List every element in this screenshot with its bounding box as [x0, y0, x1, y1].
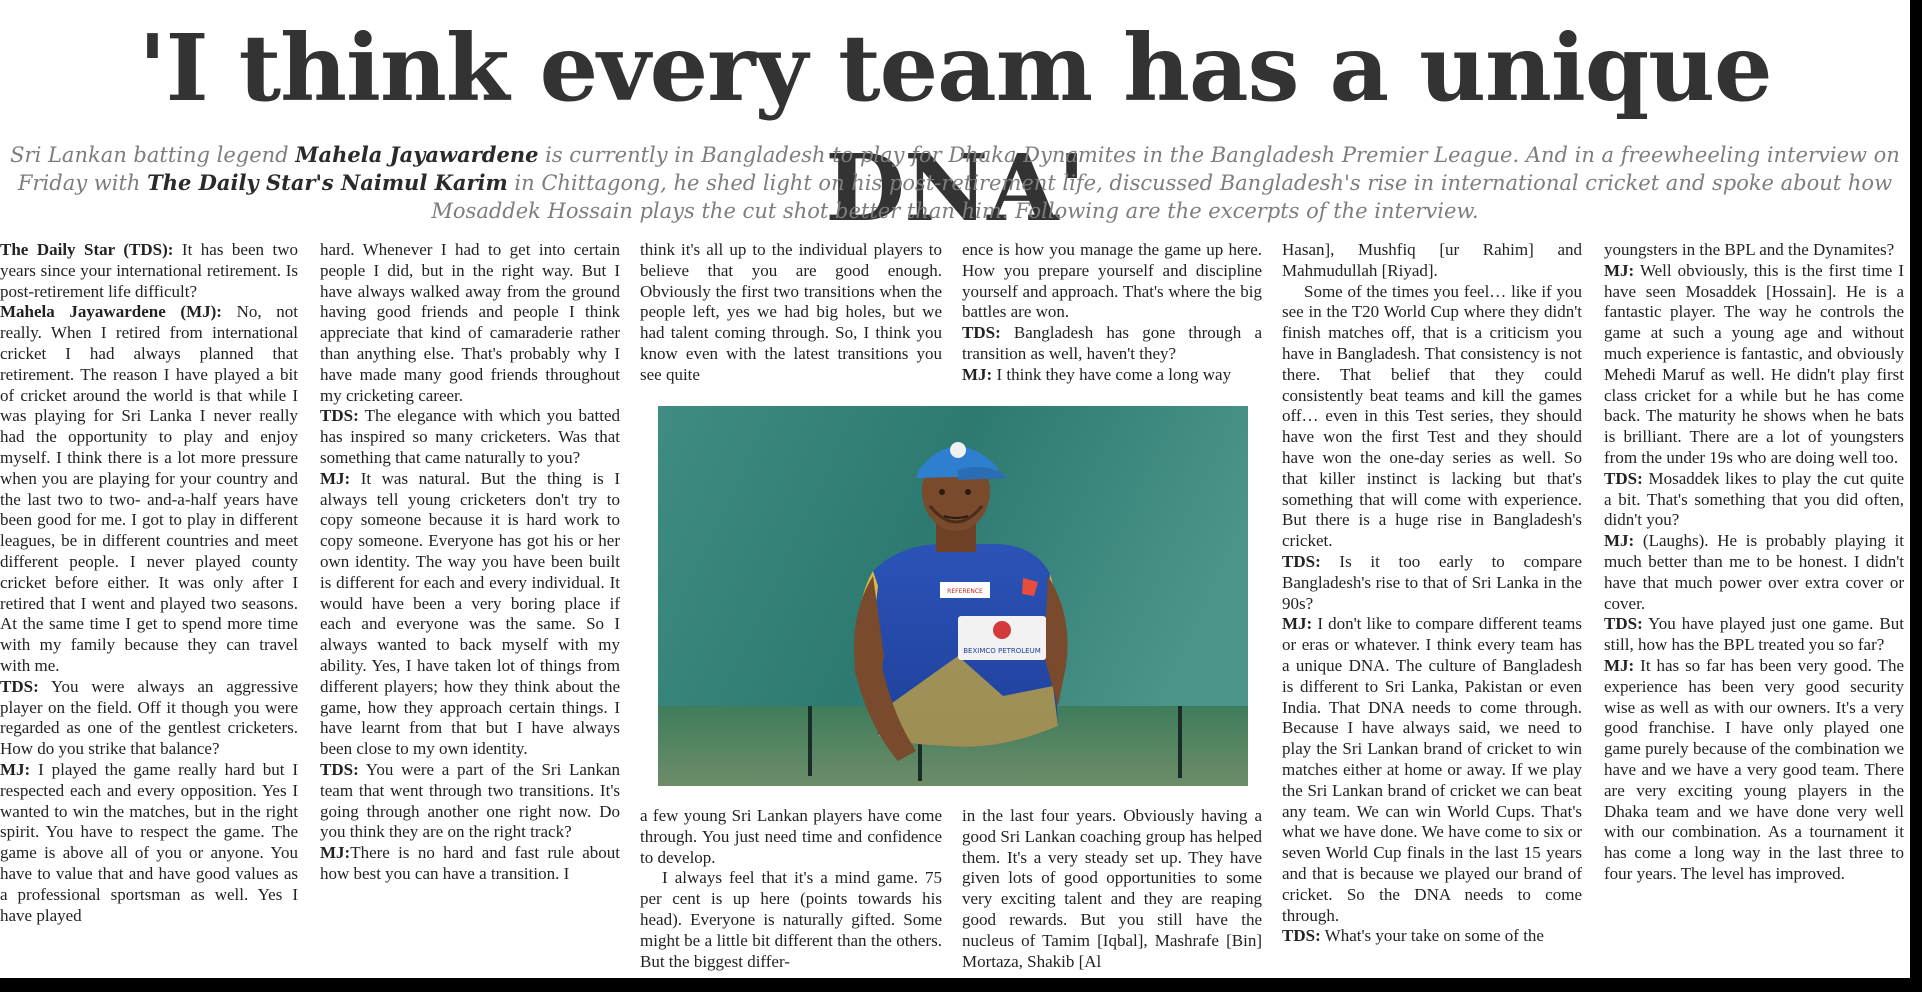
paragraph-text: Is it too early to compare Bangladesh's rise to that of Sri Lanka in the 90s? [1282, 551, 1582, 613]
speaker-tag: The Daily Star (TDS): [0, 240, 174, 259]
paragraph-text: What's your take on some of the [1320, 926, 1544, 946]
paragraph-text: Bangladesh has gone through a transition as well, haven't they? [962, 323, 1262, 363]
article-paragraph [962, 365, 1262, 386]
article-paragraph [1282, 926, 1582, 947]
paragraph-text: You were a part of the Sri Lankan team that went through two transitions. It's going through another one right now. Do you think they are on the right track? [320, 759, 620, 842]
headline: 'I think every team has a unique DNA' [138, 14, 1772, 242]
paragraph-text: I played the game really hard but I respected each and every opposition. Yes I wanted to win the matches, but in the right spirit. You have to respect the game. The game is above all of you or anyone. You have to value that and have good values as a professional sportsman as well. Yes I have played [0, 759, 298, 925]
column-6 [1604, 240, 1904, 885]
paragraph-text: Hasan], Mushfiq [ur Rahim] and Mahmudullah [Riyad]. [1282, 240, 1582, 280]
intro-name-1: Mahela Jayawardene [295, 142, 539, 167]
column-2 [320, 240, 620, 885]
column-5 [1282, 240, 1582, 947]
paragraph-text: There is no hard and fast rule about how best you can have a transition. I [320, 843, 620, 883]
speaker-tag: TDS: [962, 323, 1001, 343]
intro-text-3: in Chittagong, he shed light on his post-retirement life, discussed Bangladesh's rise in international cricket and spoke about how Mosaddek Hossain plays the cut shot better than him. Following are the excerpts of the interview. [431, 171, 1893, 223]
intro-name-2: The Daily Star's Naimul Karim [147, 170, 508, 195]
paragraph-text: I think they have come a long way [992, 364, 1232, 384]
paragraph-text: in the last four years. Obviously having a good Sri Lankan coaching group has helped them. It's a very steady set up. They have given lots of good opportunities to some very exciting talent and they are reaping good rewards. But you still have the nucleus of Tamim [Iqbal], Mashrafe [Bin] Mortaza, Shakib [Al [962, 806, 1262, 971]
paragraph-text: ence is how you manage the game up here. How you prepare yourself and discipline yourself and approach. That's where the big battles are won. [962, 240, 1262, 322]
speaker-tag: TDS: [1282, 926, 1321, 946]
paragraph-text: youngsters in the BPL and the Dynamites? [1604, 240, 1895, 259]
speaker-tag: Mahela Jayawardene (MJ): [0, 302, 222, 322]
article-paragraph [640, 868, 942, 972]
article-paragraph [962, 323, 1262, 365]
paragraph-text: (Laughs). He is probably playing it much better than me to be honest. I didn't have that much power over extra cover or cover. [1604, 531, 1904, 613]
intro-text-1: Sri Lankan batting legend [10, 143, 296, 167]
paragraph-text: Mosaddek likes to play the cut quite a bit. That's something that you did often, didn't you? [1604, 468, 1904, 530]
article-paragraph [320, 843, 620, 885]
article-paragraph [1604, 469, 1904, 531]
article-paragraph [1604, 531, 1904, 614]
speaker-tag: TDS: [320, 406, 359, 426]
speaker-tag: TDS: [1604, 468, 1643, 488]
speaker-tag: TDS: [0, 676, 39, 696]
article-paragraph [640, 240, 942, 386]
article-paragraph [320, 469, 620, 760]
intro-standfirst [10, 141, 1900, 225]
article-paragraph [1282, 614, 1582, 926]
article-paragraph [1282, 552, 1582, 614]
paragraph-text: Some of the times you feel… like if you see in the T20 World Cup where they didn't finish matches off, that is a criticism you have in Bangladesh. That consistency is not there. That belief that they could consistently beat teams and kill the games off… even in this Test series, they should have won the first Test and they should have won the one-day series as well. So that killer instinct is lacking but that's something that will come with experience. But there is a huge rise in Bangladesh's cricket. [1282, 281, 1582, 551]
paragraph-text: I don't like to compare different teams or eras or whatever. I think every team has a unique DNA. The culture of Bangladesh is different to Sri Lanka, Pakistan or even India. That DNA needs to come through. Because I have always said, we need to play the Sri Lankan brand of cricket to win matches either at home or away. If we play the Sri Lankan brand of cricket we can beat any team. We can win World Cups. That's what we have done. We have come to six or seven World Cup finals in the last 15 years and that is because we played our brand of cricket. So the DNA needs to come through. [1282, 614, 1582, 925]
paragraph-text: hard. Whenever I had to get into certain people I did, but in the right way. But I have always walked away from the ground having good friends and people I think appreciate that kind of camaraderie rather than anything else. That's probably why I have made many good friends throughout my cricketing career. [320, 240, 620, 405]
speaker-tag: MJ: [1604, 531, 1635, 551]
column-4-top [962, 240, 1262, 386]
paragraph-text: It was natural. But the thing is I always tell young cricketers don't try to copy someone because it is hard work to copy someone. Everyone has got his or her own identity. The way you have been built is different for each and every individual. It would have been a very boring place if each and everyone was the same. So I always wanted to back myself with my ability. Yes, I have taken lot of things from different players; how they think about the game, how they approach certain things. I have learnt from that but I have always been close to my own identity. [320, 468, 620, 759]
sponsor-badge-text: REFERENCE [947, 588, 983, 595]
paragraph-text: You have played just one game. But still, how has the BPL treated you so far? [1604, 614, 1904, 655]
article-paragraph [0, 240, 298, 302]
article-paragraph [320, 240, 620, 406]
speaker-tag: MJ: [0, 759, 31, 779]
speaker-tag: MJ: [1604, 260, 1635, 280]
speaker-tag: MJ: [320, 468, 351, 488]
article-paragraph [320, 406, 620, 468]
paragraph-text: You were always an aggressive player on the field. Off it though you were regarded as one of the gentlest cricketers. How do you strike that balance? [0, 676, 298, 759]
speaker-tag: TDS: [1282, 551, 1321, 571]
chest-logo-text: BEXIMCO PETROLEUM [963, 647, 1041, 655]
article-paragraph [962, 240, 1262, 323]
speaker-tag: MJ: [1604, 655, 1635, 675]
intro-text-2: is currently in Bangladesh to play for Dhaka Dynamites in the Bangladesh Premier League. And in a freewheeling interview on Friday with [17, 143, 1900, 195]
article-paragraph [1604, 656, 1904, 885]
article-paragraph [1604, 240, 1904, 261]
column-1 [0, 240, 298, 926]
article-paragraph [1282, 282, 1582, 552]
article-paragraph [640, 806, 942, 868]
speaker-tag: TDS: [1604, 614, 1643, 634]
article-paragraph [1604, 614, 1904, 656]
article-paragraph [1282, 240, 1582, 282]
paragraph-text: The elegance with which you batted has inspired so many cricketers. Was that something that came naturally to you? [320, 406, 620, 467]
article-paragraph [0, 302, 298, 676]
paragraph-text: It has been two years since your international retirement. Is post-retirement life difficult? [0, 240, 298, 301]
player-photo [658, 406, 1248, 786]
paragraph-text: a few young Sri Lankan players have come through. You just need time and confidence to develop. [640, 806, 942, 867]
paragraph-text: I always feel that it's a mind game. 75 per cent is up here (points towards his head). Everyone is naturally gifted. Some might be a little bit different than the others. But the biggest differ- [640, 868, 942, 971]
page-bottom-bar [0, 978, 1910, 992]
paragraph-text: It has so far has been very good. The experience has been very good security wise as well as with our owners. It's a very good franchise. I have only played one game purely because of the combination we have and we have a very good team. There are very exciting young players in the Dhaka team and we have done very well with our combination. As a tournament it has come a long way in the last three to four years. The level has improved. [1604, 655, 1904, 883]
speaker-tag: TDS: [320, 759, 359, 779]
page-edge-bar [1910, 0, 1922, 992]
speaker-tag: MJ: [1282, 614, 1313, 634]
speaker-tag: MJ: [962, 364, 993, 384]
article-paragraph [0, 677, 298, 760]
paragraph-text: Well obviously, this is the first time I have seen Mosaddek [Hossain]. He is a fantastic player. The way he controls the game at such a young age and without much experience is fantastic, and obviously Mehedi Maruf as well. He didn't play first class cricket for a while but he has come back. The maturity he shows when he bats is brilliant. There are a lot of youngsters from the under 19s who are doing well too. [1604, 260, 1904, 467]
column-3-top [640, 240, 942, 386]
column-3-bottom [640, 806, 942, 972]
article-paragraph [0, 760, 298, 926]
article-paragraph [320, 760, 620, 843]
article-paragraph [1604, 261, 1904, 469]
paragraph-text: think it's all up to the individual players to believe that you are good enough. Obviously the first two transitions when the people left, yes we had big holes, but we had talent coming through. So, I think you know even with the latest transitions you see quite [640, 240, 942, 384]
speaker-tag: MJ: [320, 843, 351, 863]
article-paragraph [962, 806, 1262, 972]
paragraph-text: No, not really. When I retired from international cricket I had always planned that retirement. The reason I have played a bit of cricket around the world is that while I was playing for Sri Lanka I never really had the opportunity to play and enjoy myself. I think there is a lot more pressure when you are playing for your country and the last two to two- and-a-half years have been good for me. I got to play in different leagues, be in different countries and meet different people. I never played county cricket before either. It was only after I retired that I went and played two seasons. At the same time I get to spend more time with my family because they can travel with me. [0, 302, 298, 675]
column-4-bottom [962, 806, 1262, 972]
